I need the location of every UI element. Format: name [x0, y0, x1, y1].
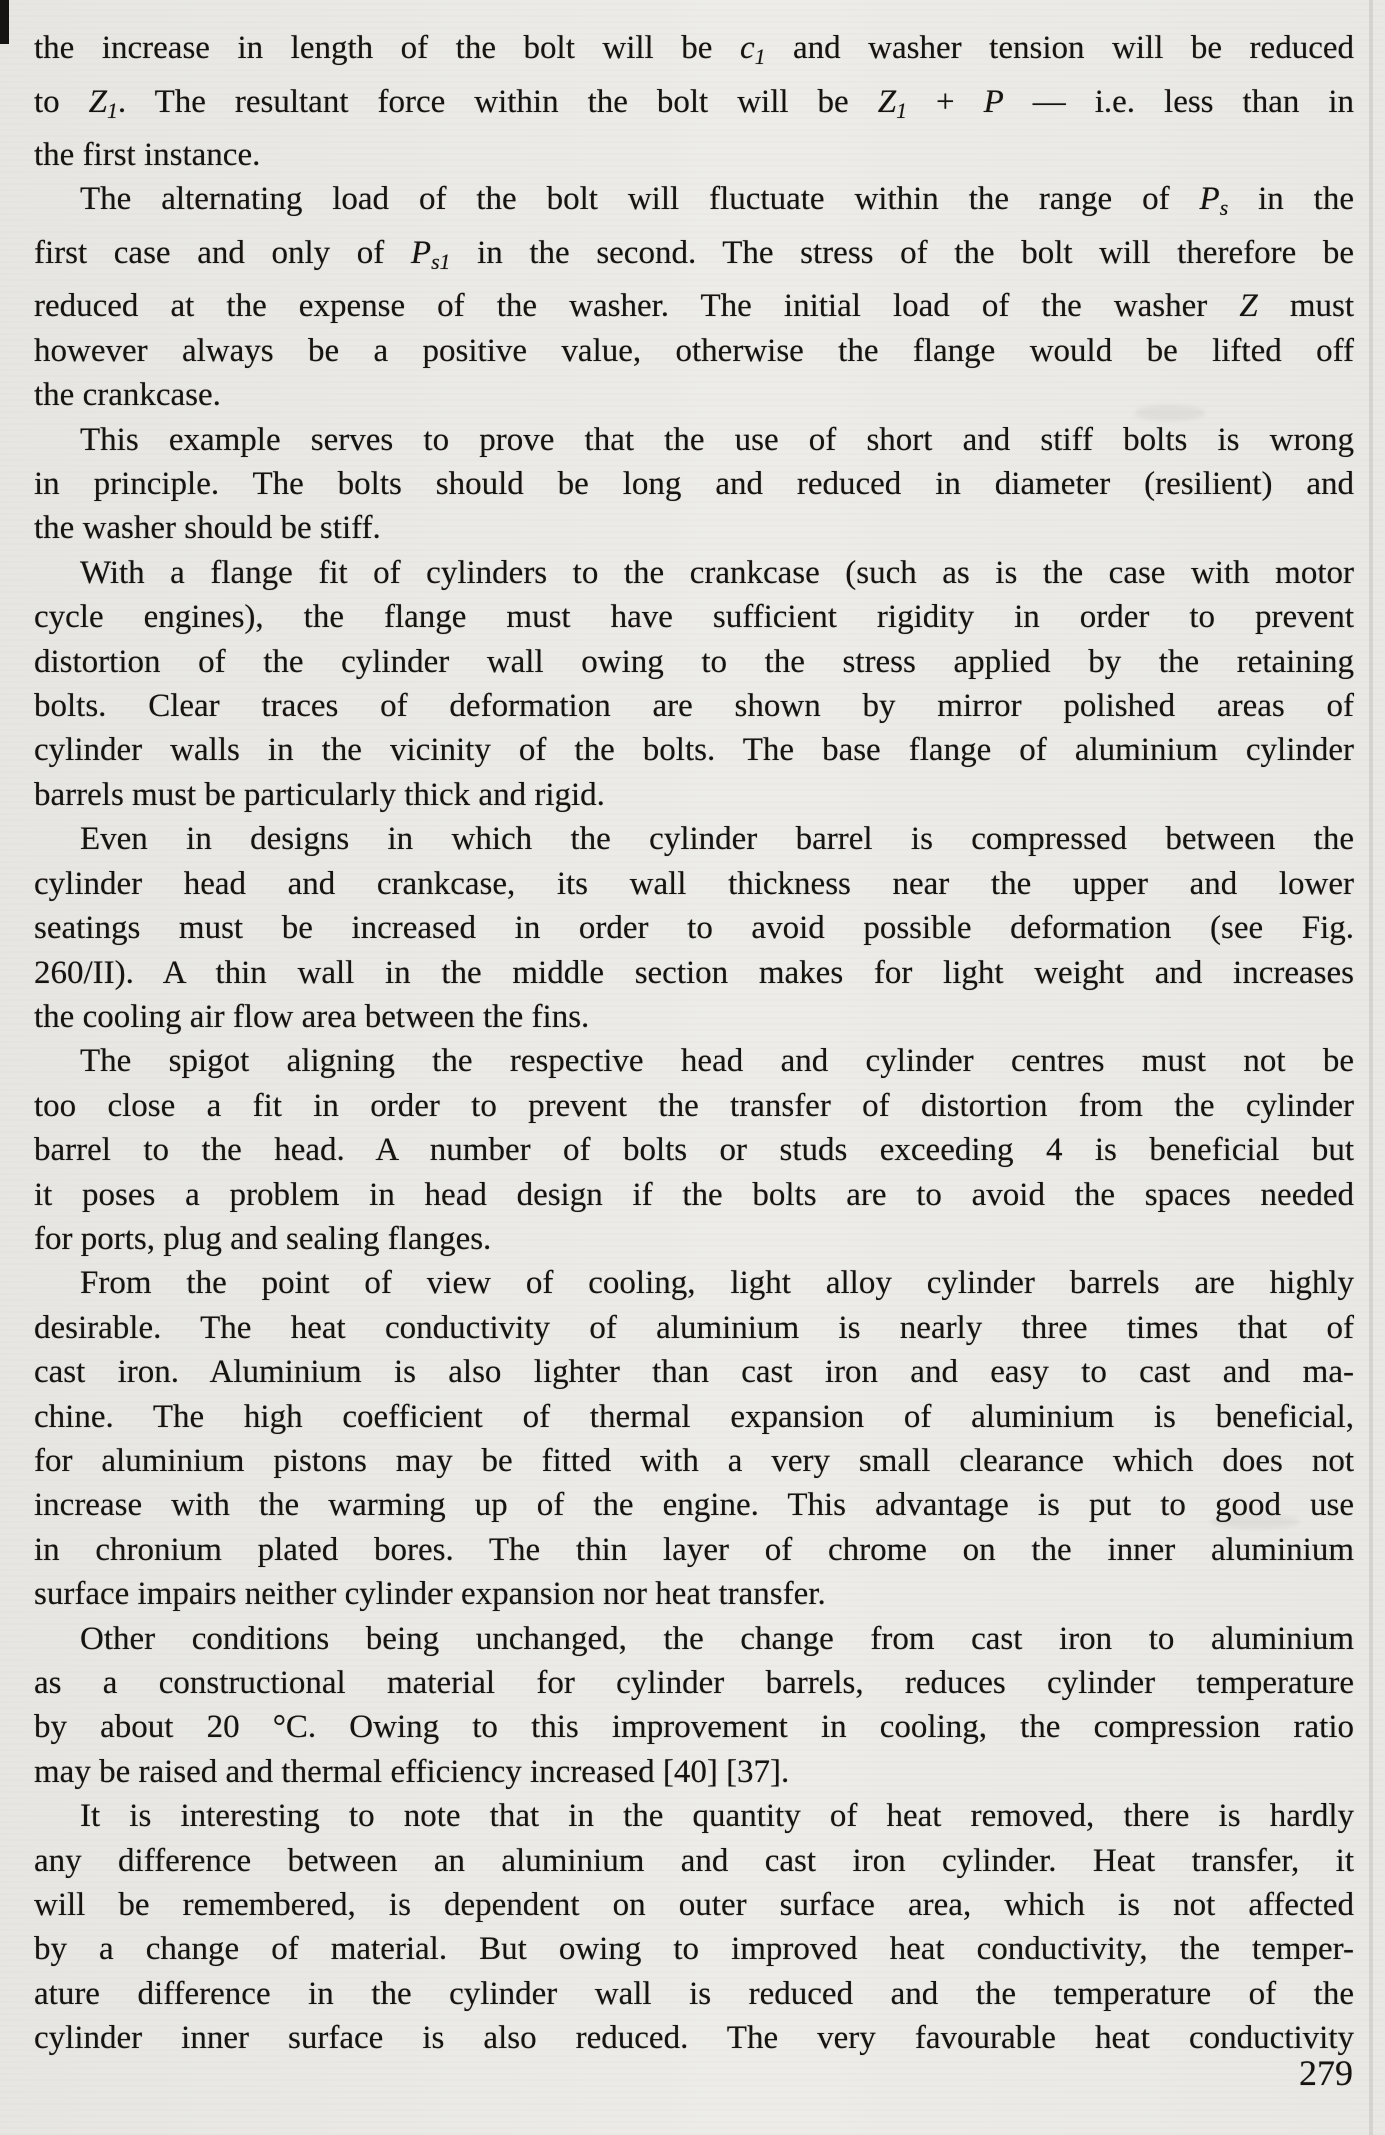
text-line: for ports, plug and sealing flanges. — [34, 1220, 492, 1257]
math-subscript: s — [1219, 196, 1229, 221]
text-segment: in the — [1228, 181, 1354, 218]
text-line — [34, 26, 1354, 80]
text-line: ature difference in the cylinder wall is reduced and the temperature of the — [34, 1975, 1354, 2012]
text-line: distortion of the cylinder wall owing to the stress applied by the retaining — [34, 643, 1354, 680]
text-line: 260/II). A thin wall in the middle section makes for light weight and increases — [34, 954, 1354, 991]
text-segment: the increase in length of the bolt will be — [34, 30, 740, 66]
text-line: cylinder walls in the vicinity of the bolts. The base flange of aluminium cylinder — [34, 732, 1354, 769]
text-line: the first instance. — [34, 137, 261, 173]
text-line: increase with the warming up of the engine. This advantage is put to good use — [34, 1487, 1354, 1524]
text-segment: in the second. The stress of the bolt will therefore be — [450, 234, 1354, 271]
text-line — [34, 284, 1354, 328]
math-variable: P — [410, 234, 432, 271]
text-line: This example serves to prove that the use of short and stiff bolts is wrong — [80, 421, 1354, 458]
text-line: in chronium plated bores. The thin layer of chrome on the inner aluminium — [34, 1531, 1354, 1568]
math-subscript: s1 — [431, 250, 451, 274]
text-line: cylinder inner surface is also reduced. The very favourable heat conductivity — [34, 2020, 1354, 2057]
text-line: the cooling air flow area between the fins. — [34, 998, 590, 1035]
text-line: cast iron. Aluminium is also lighter than cast iron and easy to cast and ma- — [34, 1354, 1354, 1391]
paragraph — [34, 1794, 1354, 2060]
text-line: seatings must be increased in order to avoid possible deformation (see Fig. — [34, 910, 1354, 947]
text-line: surface impairs neither cylinder expansion nor heat transfer. — [34, 1576, 826, 1613]
text-segment: reduced at the expense of the washer. The initial load of the washer — [34, 288, 1240, 325]
text-line: may be raised and thermal efficiency increased [40] [37]. — [34, 1753, 790, 1790]
paragraph — [34, 26, 1354, 177]
text-line: With a flange fit of cylinders to the crankcase (such as is the case with motor — [80, 554, 1354, 591]
text-line: cycle engines), the flange must have sufficient rigidity in order to prevent — [34, 599, 1354, 636]
paragraph — [34, 177, 1354, 417]
text-line — [34, 177, 1354, 231]
text-line: The spigot aligning the respective head and cylinder centres must not be — [80, 1043, 1354, 1080]
text-line: chine. The high coefficient of thermal expansion of aluminium is beneficial, — [34, 1398, 1354, 1435]
text-line: by about 20 °C. Owing to this improvement in cooling, the compression ratio — [34, 1709, 1354, 1746]
text-line: cylinder head and crankcase, its wall thickness near the upper and lower — [34, 865, 1354, 902]
text-segment: and washer tension will be reduced — [765, 30, 1354, 66]
text-line: any difference between an aluminium and cast iron cylinder. Heat transfer, it — [34, 1842, 1354, 1879]
text-segment: to — [34, 83, 89, 120]
text-line: the washer should be stiff. — [34, 510, 381, 547]
math-variable: c — [739, 30, 755, 66]
text-line — [34, 231, 1354, 285]
paragraph — [34, 551, 1354, 817]
text-line: bolts. Clear traces of deformation are shown by mirror polished areas of — [34, 688, 1354, 725]
text-segment: The alternating load of the bolt will fluctuate within the range of — [80, 181, 1200, 218]
text-line: Even in designs in which the cylinder barrel is compressed between the — [80, 821, 1354, 858]
text-line: Other conditions being unchanged, the change from cast iron to aluminium — [80, 1620, 1354, 1657]
text-segment: . The resultant force within the bolt will be — [117, 83, 878, 120]
text-line: too close a fit in order to prevent the transfer of distortion from the cylinder — [34, 1087, 1354, 1124]
text-line: however always be a positive value, otherwise the flange would be lifted off — [34, 332, 1354, 369]
text-segment: + — [906, 83, 984, 120]
math-subscript: 1 — [896, 98, 907, 123]
math-subscript: 1 — [754, 45, 766, 70]
text-line: From the point of view of cooling, light alloy cylinder barrels are highly — [80, 1265, 1354, 1302]
math-variable: Z — [88, 83, 108, 120]
text-line: by a change of material. But owing to improved heat conductivity, the temper- — [34, 1931, 1354, 1968]
text-segment: must — [1257, 288, 1354, 325]
text-line: for aluminium pistons may be fitted with a very small clearance which does not — [34, 1442, 1354, 1479]
paragraph — [34, 817, 1354, 1039]
text-line — [34, 80, 1354, 134]
math-variable: P — [983, 83, 1004, 120]
text-line: barrels must be particularly thick and rigid. — [34, 776, 605, 813]
text-line: will be remembered, is dependent on outer surface area, which is not affected — [34, 1887, 1354, 1924]
text-segment: first case and only of — [34, 234, 411, 271]
text-line: in principle. The bolts should be long and reduced in diameter (resilient) and — [34, 466, 1354, 503]
math-variable: Z — [1239, 288, 1258, 325]
text-line: as a constructional material for cylinder barrels, reduces cylinder temperature — [34, 1665, 1354, 1701]
text-line: barrel to the head. A number of bolts or studs exceeding 4 is beneficial but — [34, 1132, 1354, 1169]
text-line: it poses a problem in head design if the bolts are to avoid the spaces needed — [34, 1176, 1354, 1213]
text-line: It is interesting to note that in the quantity of heat removed, there is hardly — [80, 1798, 1354, 1835]
math-subscript: 1 — [107, 98, 118, 123]
paragraph — [34, 418, 1354, 551]
paragraph — [34, 1039, 1354, 1261]
text-line: desirable. The heat conductivity of aluminium is nearly three times that of — [34, 1309, 1354, 1346]
math-variable: P — [1199, 181, 1220, 218]
math-variable: Z — [877, 83, 897, 120]
text-line: the crankcase. — [34, 377, 221, 414]
paragraph — [34, 1617, 1354, 1795]
page-number: 279 — [1299, 2053, 1353, 2093]
text-segment: — i.e. less than in — [1003, 83, 1354, 120]
paragraph — [34, 1261, 1354, 1616]
